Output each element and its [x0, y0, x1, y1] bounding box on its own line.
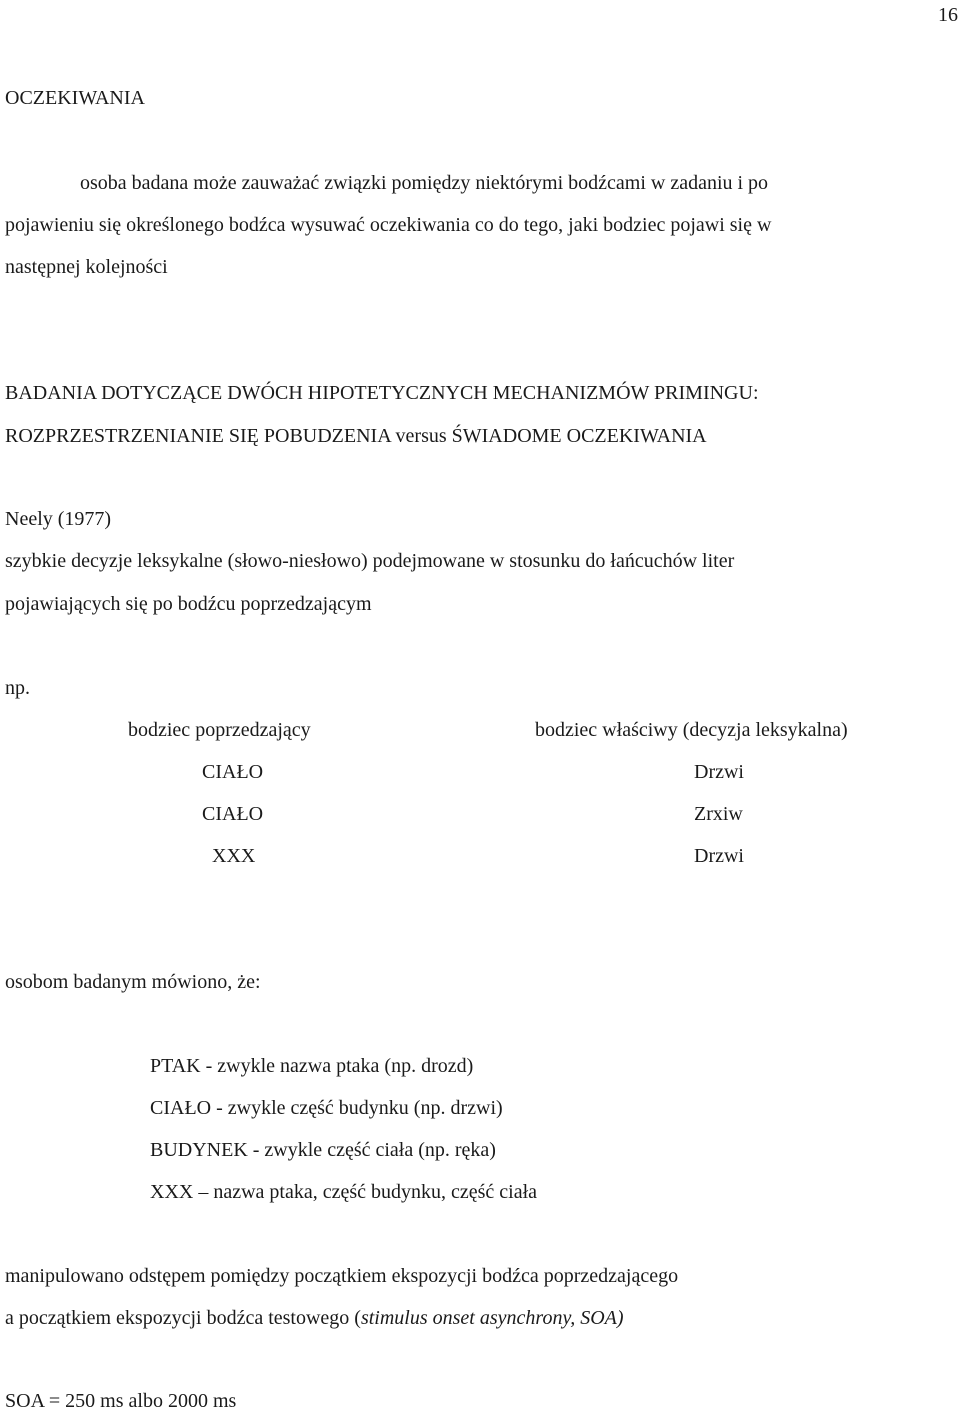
target-cell: Zrxiw: [694, 803, 743, 825]
soa-values: SOA = 250 ms albo 2000 ms: [5, 1390, 237, 1412]
section-title-line-1: BADANIA DOTYCZĄCE DWÓCH HIPOTETYCZNYCH MECHANIZMÓW PRIMINGU:: [5, 382, 759, 404]
study-citation: Neely (1977): [5, 508, 112, 530]
intro-line-3: następnej kolejności: [5, 256, 168, 278]
page-heading: OCZEKIWANIA: [5, 87, 145, 109]
prime-cell: CIAŁO: [202, 803, 264, 825]
instruction-item: PTAK - zwykle nazwa ptaka (np. drozd): [150, 1055, 474, 1077]
instruction-item: CIAŁO - zwykle część budynku (np. drzwi): [150, 1097, 503, 1119]
instruction-item: BUDYNEK - zwykle część ciała (np. ręka): [150, 1139, 496, 1161]
manipulation-line-2: [5, 1306, 624, 1330]
intro-line-2: pojawieniu się określonego bodźca wysuwać oczekiwania co do tego, jaki bodziec pojawi się w: [5, 214, 772, 236]
instruction-item: XXX – nazwa ptaka, część budynku, część ciała: [150, 1181, 538, 1203]
target-cell: Drzwi: [694, 845, 744, 867]
study-description-line-1: szybkie decyzje leksykalne (słowo-niesłowo) podejmowane w stosunku do łańcuchów liter: [5, 550, 735, 572]
section-title-line-2: ROZPRZESTRZENIANIE SIĘ POBUDZENIA versus ŚWIADOME OCZEKIWANIA: [5, 425, 707, 447]
intro-line-1: osoba badana może zauważać związki pomiędzy niektórymi bodźcami w zadaniu i po: [80, 172, 769, 194]
soa-term: stimulus onset asynchrony, SOA): [360, 1307, 624, 1329]
study-description-line-2: pojawiających się po bodźcu poprzedzającym: [5, 593, 372, 615]
prime-cell: XXX: [212, 845, 256, 867]
target-cell: Drzwi: [694, 761, 744, 783]
prime-column-header: bodziec poprzedzający: [128, 719, 311, 741]
example-label: np.: [5, 677, 30, 699]
prime-cell: CIAŁO: [202, 761, 264, 783]
manipulation-line-2-text: a początkiem ekspozycji bodźca testowego (: [5, 1307, 361, 1329]
page-number: 16: [938, 4, 958, 26]
target-column-header: bodziec właściwy (decyzja leksykalna): [535, 719, 848, 741]
manipulation-line-1: manipulowano odstępem pomiędzy początkiem ekspozycji bodźca poprzedzającego: [5, 1265, 679, 1287]
instructions-intro: osobom badanym mówiono, że:: [5, 971, 261, 993]
